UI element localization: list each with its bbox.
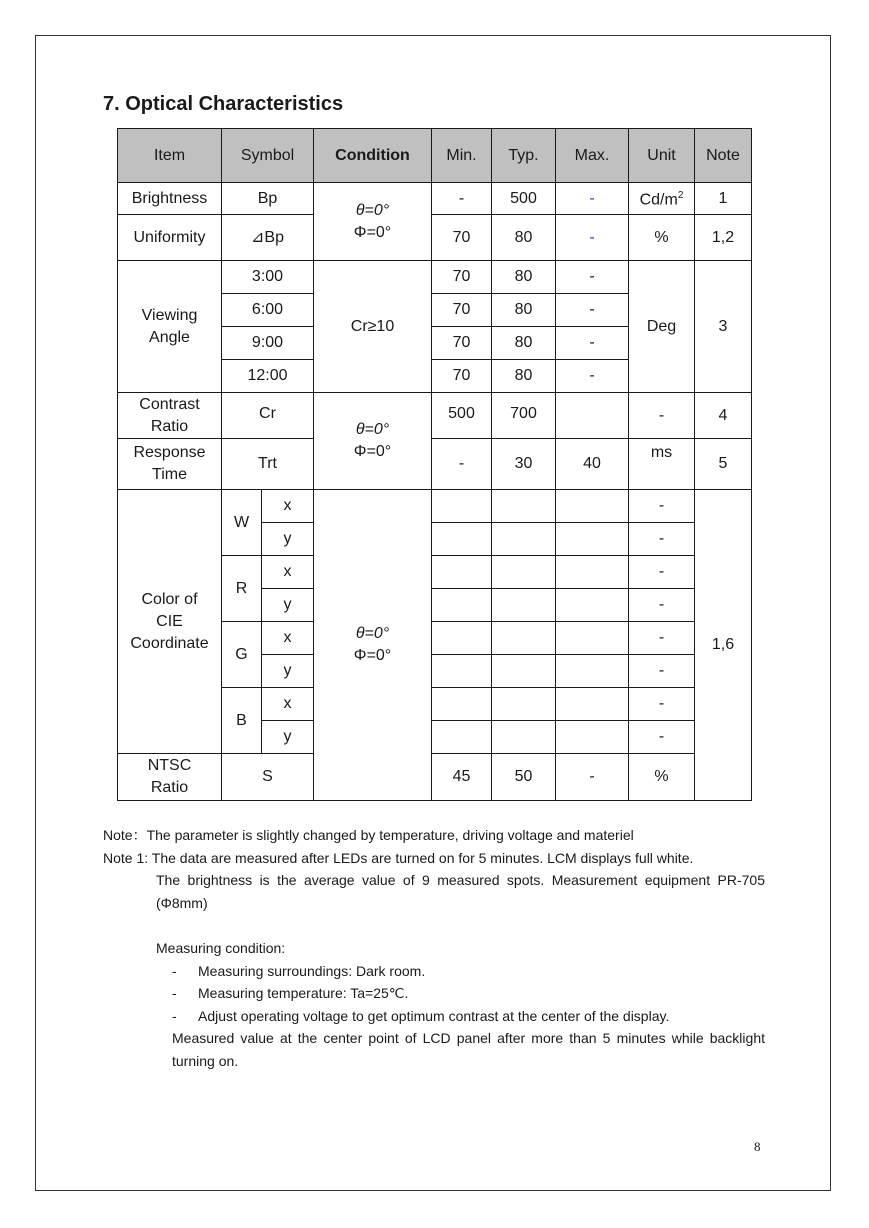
table-row <box>118 393 752 439</box>
table-row <box>118 754 752 801</box>
response-min: - <box>432 439 492 490</box>
cie-color-r: R <box>222 556 262 622</box>
cie-typ <box>492 622 556 655</box>
cie-coord-y: y <box>262 523 314 556</box>
condition-theta: θ=0° <box>355 201 390 219</box>
cie-item <box>118 490 222 754</box>
response-item-line2: Time <box>152 466 187 483</box>
cie-typ <box>492 556 556 589</box>
contrast-item-line2: Ratio <box>150 417 189 435</box>
viewing-typ: 80 <box>492 294 556 327</box>
cie-unit: - <box>629 490 695 523</box>
cie-min <box>432 655 492 688</box>
cie-coord-x: x <box>262 556 314 589</box>
uniformity-note: 1,2 <box>695 215 752 261</box>
brightness-max: - <box>556 183 629 215</box>
ntsc-typ: 50 <box>492 754 556 801</box>
brightness-min: - <box>432 183 492 215</box>
brightness-unit-sup: 2 <box>677 190 684 202</box>
viewing-min: 70 <box>432 327 492 360</box>
cie-coord-y: y <box>262 721 314 754</box>
uniformity-min: 70 <box>432 215 492 261</box>
viewing-max: - <box>556 294 629 327</box>
contrast-typ: 700 <box>492 393 556 439</box>
header-item: Item <box>118 129 222 183</box>
cie-typ <box>492 655 556 688</box>
uniformity-unit: % <box>629 215 695 261</box>
cie-max <box>556 721 629 754</box>
response-item-line1: Response <box>133 444 206 461</box>
note-1-continuation: The brightness is the average value of 9 measured spots. Measurement equipment PR-705 (Φ8mm) <box>156 872 765 911</box>
header-condition: Condition <box>314 129 432 183</box>
cie-unit: - <box>629 688 695 721</box>
cie-max <box>556 490 629 523</box>
page-number: 8 <box>754 1139 761 1154</box>
condition-theta: θ=0° <box>355 421 390 438</box>
cie-color-b: B <box>222 688 262 754</box>
measuring-condition-label: Measuring condition: <box>156 939 286 956</box>
uniformity-item: Uniformity <box>118 215 222 261</box>
viewing-max: - <box>556 261 629 294</box>
viewing-symbol: 12:00 <box>222 360 314 393</box>
cie-max <box>556 589 629 622</box>
viewing-min: 70 <box>432 360 492 393</box>
cie-typ <box>492 490 556 523</box>
cie-typ <box>492 589 556 622</box>
viewing-typ: 80 <box>492 261 556 294</box>
list-item <box>103 1005 765 1028</box>
table-row <box>118 261 752 294</box>
bullet-text: Adjust operating voltage to get optimum contrast at the center of the display. <box>198 1007 670 1024</box>
bullet-text: Measuring surroundings: Dark room. <box>198 962 426 979</box>
condition-cell <box>314 490 432 801</box>
note-1-first-line: Note 1: The data are measured after LEDs are turned on for 5 minutes. LCM displays full white. <box>103 849 694 866</box>
cie-color-w: W <box>222 490 262 556</box>
cie-coord-x: x <box>262 622 314 655</box>
viewing-unit: Deg <box>629 261 695 393</box>
viewing-max: - <box>556 360 629 393</box>
viewing-symbol: 6:00 <box>222 294 314 327</box>
viewing-typ: 80 <box>492 360 556 393</box>
cie-min <box>432 589 492 622</box>
uniformity-max: - <box>556 215 629 261</box>
contrast-max <box>556 393 629 439</box>
cie-min <box>432 556 492 589</box>
viewing-max: - <box>556 327 629 360</box>
viewing-min: 70 <box>432 294 492 327</box>
viewing-note: 3 <box>695 261 752 393</box>
table-row <box>118 439 752 490</box>
cie-unit: - <box>629 622 695 655</box>
contrast-item-line1: Contrast <box>139 395 200 413</box>
cie-coord-y: y <box>262 589 314 622</box>
contrast-unit: - <box>629 393 695 439</box>
header-unit: Unit <box>629 129 695 183</box>
brightness-unit <box>629 183 695 215</box>
cie-unit: - <box>629 655 695 688</box>
note-general: Note：The parameter is slightly changed by temperature, driving voltage and materiel <box>103 827 634 843</box>
table-row <box>118 215 752 261</box>
note-final: Measured value at the center point of LCD panel after more than 5 minutes while backlight turning on. <box>172 1030 765 1069</box>
condition-phi: Φ=0° <box>353 443 392 460</box>
brightness-unit-base: Cd/m <box>639 191 678 209</box>
bullet-text: Measuring temperature: Ta=25℃. <box>198 985 409 1002</box>
ntsc-max: - <box>556 754 629 801</box>
cie-unit: - <box>629 589 695 622</box>
response-typ: 30 <box>492 439 556 490</box>
viewing-symbol: 9:00 <box>222 327 314 360</box>
response-unit: ms <box>629 439 695 490</box>
response-max: 40 <box>556 439 629 490</box>
brightness-note: 1 <box>695 183 752 215</box>
ntsc-unit: % <box>629 754 695 801</box>
response-item <box>118 439 222 490</box>
cie-max <box>556 655 629 688</box>
response-note: 5 <box>695 439 752 490</box>
cie-min <box>432 490 492 523</box>
condition-phi: Φ=0° <box>353 647 392 664</box>
section-title: 7. Optical Characteristics <box>103 93 344 115</box>
cie-min <box>432 721 492 754</box>
bullet-dash: - <box>172 985 177 1002</box>
cie-typ <box>492 688 556 721</box>
notes-section <box>103 824 765 1073</box>
viewing-symbol: 3:00 <box>222 261 314 294</box>
condition-phi: Φ=0° <box>353 223 392 241</box>
table-header-row <box>118 129 752 183</box>
cie-item-line3: Coordinate <box>130 634 209 652</box>
uniformity-symbol: ⊿Bp <box>222 215 314 261</box>
response-symbol: Trt <box>222 439 314 490</box>
cie-max <box>556 523 629 556</box>
table-row <box>118 183 752 215</box>
brightness-item: Brightness <box>118 183 222 215</box>
brightness-typ: 500 <box>492 183 556 215</box>
viewing-min: 70 <box>432 261 492 294</box>
cie-max <box>556 556 629 589</box>
bullet-dash: - <box>172 962 177 979</box>
cie-min <box>432 523 492 556</box>
bullet-dash: - <box>172 1007 177 1024</box>
cie-typ <box>492 721 556 754</box>
table-row <box>118 490 752 523</box>
cie-min <box>432 688 492 721</box>
cie-coord-y: y <box>262 655 314 688</box>
condition-cell <box>314 393 432 490</box>
list-item <box>103 960 765 983</box>
ntsc-min: 45 <box>432 754 492 801</box>
condition-cell <box>314 183 432 261</box>
cie-coord-x: x <box>262 688 314 721</box>
cie-unit: - <box>629 523 695 556</box>
cie-item-line1: Color of <box>141 590 198 608</box>
viewing-item-line2: Angle <box>149 328 190 346</box>
cie-coord-x: x <box>262 490 314 523</box>
condition-theta: θ=0° <box>355 625 390 642</box>
cie-note: 1,6 <box>695 490 752 801</box>
list-item <box>103 982 765 1005</box>
cie-max <box>556 622 629 655</box>
viewing-condition: Cr≥10 <box>314 261 432 393</box>
header-symbol: Symbol <box>222 129 314 183</box>
optical-characteristics-table <box>117 128 752 801</box>
cie-color-g: G <box>222 622 262 688</box>
ntsc-item-line1: NTSC <box>147 757 192 774</box>
contrast-min: 500 <box>432 393 492 439</box>
header-typ: Typ. <box>492 129 556 183</box>
contrast-item <box>118 393 222 439</box>
contrast-note: 4 <box>695 393 752 439</box>
viewing-item <box>118 261 222 393</box>
uniformity-typ: 80 <box>492 215 556 261</box>
cie-typ <box>492 523 556 556</box>
header-min: Min. <box>432 129 492 183</box>
brightness-symbol: Bp <box>222 183 314 215</box>
ntsc-item-line2: Ratio <box>150 779 189 796</box>
contrast-symbol: Cr <box>222 393 314 439</box>
ntsc-symbol: S <box>222 754 314 801</box>
ntsc-item <box>118 754 222 801</box>
viewing-typ: 80 <box>492 327 556 360</box>
header-max: Max. <box>556 129 629 183</box>
cie-unit: - <box>629 721 695 754</box>
header-note: Note <box>695 129 752 183</box>
cie-item-line2: CIE <box>156 612 183 630</box>
viewing-item-line1: Viewing <box>141 306 198 324</box>
cie-max <box>556 688 629 721</box>
cie-min <box>432 622 492 655</box>
cie-unit: - <box>629 556 695 589</box>
